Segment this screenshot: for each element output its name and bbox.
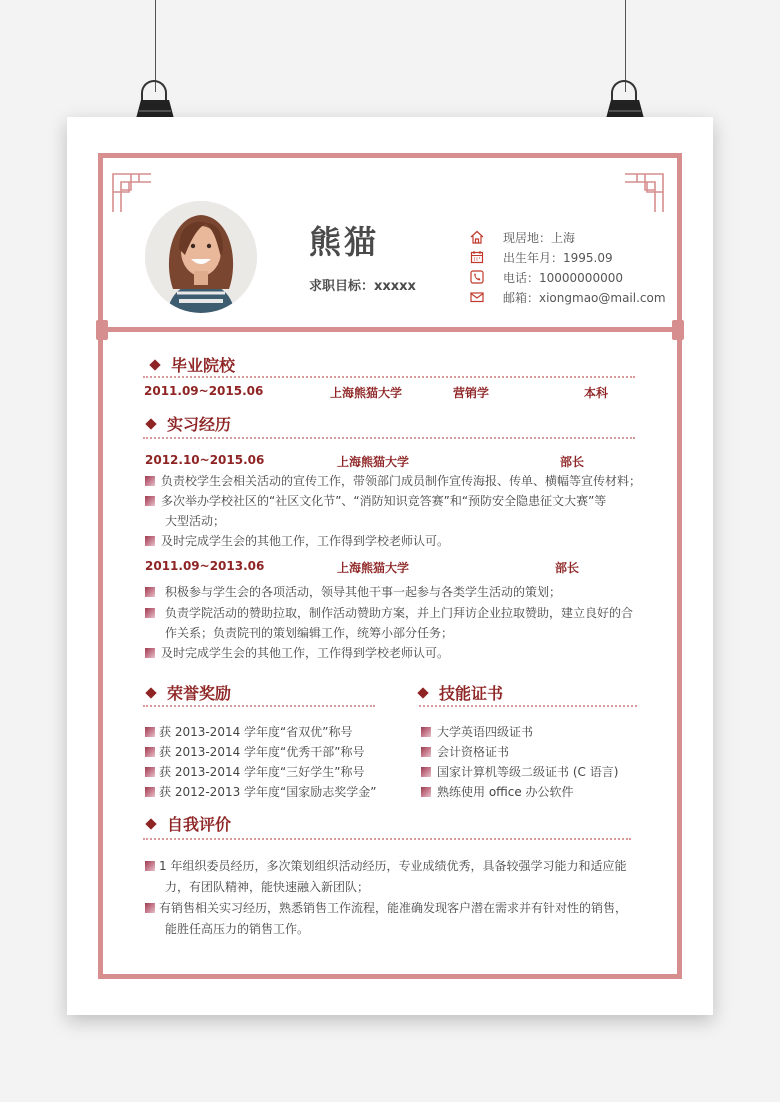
bullet-icon [145,903,155,913]
internship-role: 部长 [555,561,580,575]
bullet-icon [145,727,155,737]
calendar-icon [469,249,485,265]
list-item: 及时完成学生会的其他工作，工作得到学校老师认可。 [145,532,449,549]
section-divider [143,705,375,707]
list-item: 获 2012-2013 学年度“国家励志奖学金” [145,783,376,800]
list-item: 熟练使用 office 办公软件 [421,783,574,800]
diamond-icon [417,687,428,698]
contact-list [469,227,666,307]
education-school: 上海熊猫大学 [330,386,403,400]
corner-ornament-left-icon [111,172,151,212]
home-icon [469,229,485,245]
bullet-icon [421,727,431,737]
bullet-icon [421,747,431,757]
bullet-icon [145,496,155,506]
contact-item-birth [469,247,666,267]
section-divider [419,705,637,707]
diamond-icon [145,418,156,429]
list-item: 积极参与学生会的各项活动，领导其他干事一起参与各类学生活动的策划； [145,583,561,600]
list-item: 负责校学生会相关活动的宣传工作，带领部门成员制作宣传海报、传单、横幅等宣传材料； [145,472,641,489]
bullet-icon [421,767,431,777]
section-title-education: 毕业院校 [151,353,235,376]
list-item: 会计资格证书 [421,743,509,760]
contact-item-phone [469,267,666,287]
applicant-name: 熊猫 [309,223,380,261]
bullet-icon [145,747,155,757]
list-item-continued: 作关系；负责院刊的策划编辑工作，统筹小部分任务； [165,626,454,640]
contact-email-text: 邮箱：xiongmao@mail.com [503,290,666,305]
list-item-continued: 大型活动； [165,514,226,528]
hanging-wire-left [155,0,156,92]
list-item: 获 2013-2014 学年度“省双优”称号 [145,723,352,740]
diamond-icon [145,818,156,829]
diamond-icon [149,359,160,370]
contact-phone-text: 电话：10000000000 [503,270,623,285]
divider-knob-right [672,320,684,340]
internship-period: 2011.09~2013.06 [145,559,265,573]
bullet-icon [421,787,431,797]
contact-address-text: 现居地：上海 [503,230,576,245]
list-item: 大学英语四级证书 [421,723,533,740]
internship-org: 上海熊猫大学 [337,561,410,575]
bullet-icon [145,608,155,618]
internship-role: 部长 [560,455,585,469]
phone-icon [469,269,485,285]
bullet-icon [145,767,155,777]
job-objective [309,275,416,294]
contact-item-address [469,227,666,247]
list-item: 多次举办学校社区的“社区文化节”、“消防知识竞答赛”和“预防安全隐患征文大赛”等 [145,492,606,509]
internship-period: 2012.10~2015.06 [145,453,265,467]
objective-value: xxxxx [374,279,416,294]
section-title-skills: 技能证书 [419,681,503,704]
bullet-icon [145,587,155,597]
profile-photo [145,201,257,313]
bullet-icon [145,536,155,546]
section-title-internship: 实习经历 [147,412,231,435]
mail-icon [469,289,485,305]
education-major: 营销学 [453,386,490,400]
education-degree: 本科 [584,386,609,400]
list-item: 获 2013-2014 学年度“优秀干部”称号 [145,743,364,760]
bullet-icon [145,476,155,486]
list-item-continued: 能胜任高压力的销售工作。 [165,922,310,936]
divider-knob-left [96,320,108,340]
education-period: 2011.09~2015.06 [144,384,264,398]
list-item: 负责学院活动的赞助拉取，制作活动赞助方案，并上门拜访企业拉取赞助，建立良好的合 [145,604,633,621]
diamond-icon [145,687,156,698]
contact-birth-text: 出生年月：1995.09 [503,250,613,265]
corner-ornament-right-icon [625,172,665,212]
list-item: 1 年组织委员经历，多次策划组织活动经历，专业成绩优秀，具备较强学习能力和适应能 [145,857,626,874]
list-item: 国家计算机等级二级证书 (C 语言) [421,763,618,780]
list-item: 及时完成学生会的其他工作，工作得到学校老师认可。 [145,644,449,661]
contact-item-email [469,287,666,307]
bullet-icon [145,787,155,797]
internship-org: 上海熊猫大学 [337,455,410,469]
hanging-wire-right [625,0,626,92]
section-divider [143,437,635,439]
list-item: 获 2013-2014 学年度“三好学生”称号 [145,763,364,780]
objective-label: 求职目标： [309,279,375,294]
bullet-icon [145,861,155,871]
resume-sheet [67,117,713,1015]
section-title-honors: 荣誉奖励 [147,681,231,704]
section-divider [143,838,631,840]
bullet-icon [145,648,155,658]
list-item-continued: 力，有团队精神，能快速融入新团队； [165,880,370,894]
section-title-self-evaluation: 自我评价 [147,812,231,835]
section-divider [143,376,635,378]
header-divider [104,327,676,332]
list-item: 有销售相关实习经历，熟悉销售工作流程，能准确发现客户潜在需求并有针对性的销售， [145,899,627,916]
